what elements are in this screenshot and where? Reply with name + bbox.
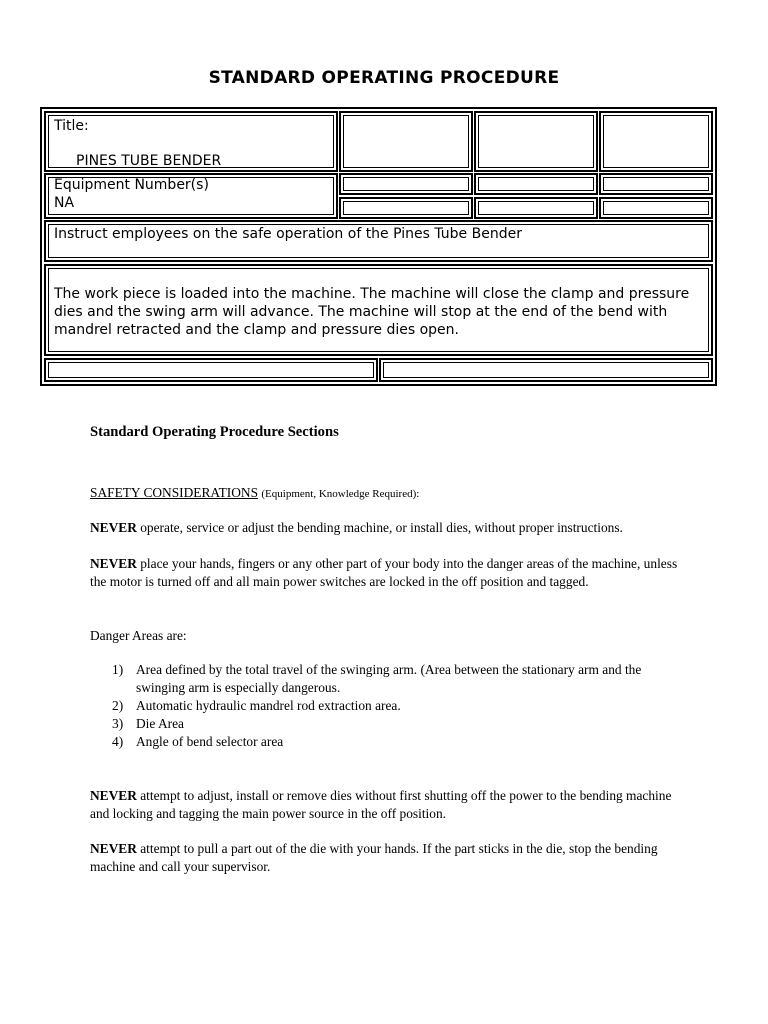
page-title: STANDARD OPERATING PROCEDURE	[208, 68, 560, 88]
never-label: NEVER	[90, 841, 137, 856]
description-cell	[44, 264, 713, 356]
rule-3	[90, 787, 690, 823]
list-item: 2) Automatic hydraulic mandrel rod extraction area.	[112, 698, 401, 713]
danger-areas-list	[90, 661, 690, 751]
approval-cell-3	[599, 111, 713, 172]
never-label: NEVER	[90, 520, 137, 535]
never-label: NEVER	[90, 556, 137, 571]
approval-cell-2	[474, 111, 598, 172]
safety-note: (Equipment, Knowledge Required):	[261, 488, 420, 500]
title-cell	[44, 111, 338, 172]
rule-1	[90, 519, 690, 537]
eq-cell-3a	[599, 173, 713, 195]
never-label: NEVER	[90, 788, 137, 803]
equipment-label: Equipment Number(s)	[54, 177, 209, 193]
eq-cell-2a	[474, 173, 598, 195]
rule-3-text: attempt to adjust, install or remove dies without first shutting off the power to the bending machine and locking and tagging the main power source in the off position.	[90, 788, 672, 821]
rule-4	[90, 840, 690, 876]
eq-cell-3b	[599, 197, 713, 219]
purpose-cell	[44, 220, 713, 262]
equipment-value: NA	[54, 195, 75, 211]
safety-considerations-line	[90, 484, 690, 503]
equipment-cell	[44, 173, 338, 219]
approval-cell-1	[339, 111, 473, 172]
safety-heading: SAFETY CONSIDERATIONS	[90, 485, 259, 500]
rule-4-text: attempt to pull a part out of the die with your hands. If the part sticks in the die, stop the bending machine and call your supervisor.	[90, 841, 658, 874]
list-item: 4) Angle of bend selector area	[112, 734, 284, 749]
eq-cell-1a	[339, 173, 473, 195]
title-label: Title:	[54, 118, 89, 134]
list-item: 3) Die Area	[112, 716, 184, 731]
rule-2	[90, 555, 690, 591]
description-text: The work piece is loaded into the machine. The machine will close the clamp and pressure dies and the swing arm will advance. The machine will stop at the end of the bend with mandrel retracted and the clamp and pressure dies open.	[54, 286, 690, 338]
purpose-text: Instruct employees on the safe operation of the Pines Tube Bender	[54, 226, 522, 242]
title-value: PINES TUBE BENDER	[76, 153, 222, 169]
list-item: 1) Area defined by the total travel of the swinging arm. (Area between the stationary arm and the swinging arm is especially dangerous.	[112, 662, 642, 695]
danger-intro: Danger Areas are:	[90, 628, 187, 643]
rule-2-text: place your hands, fingers or any other part of your body into the danger areas of the machine, unless the motor is turned off and all main power switches are locked in the off position and tagged.	[90, 556, 678, 589]
eq-cell-2b	[474, 197, 598, 219]
footer-cell-left	[44, 358, 378, 382]
sections-heading: Standard Operating Procedure Sections	[90, 424, 339, 440]
eq-cell-1b	[339, 197, 473, 219]
footer-cell-right	[379, 358, 713, 382]
rule-1-text: operate, service or adjust the bending machine, or install dies, without proper instructions.	[136, 520, 623, 535]
